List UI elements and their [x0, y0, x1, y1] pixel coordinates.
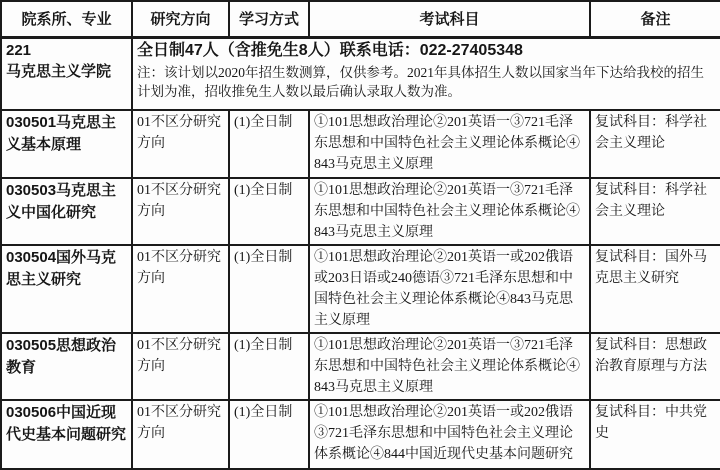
- major-cell: 030503马克思主义中国化研究: [1, 178, 132, 245]
- college-code: 221: [6, 41, 32, 59]
- direction-cell: 01不区分研究方向: [132, 400, 229, 469]
- mode-cell: (1)全日制: [229, 110, 309, 178]
- mode-cell: (1)全日制: [229, 333, 309, 400]
- direction-cell: 01不区分研究方向: [132, 333, 229, 400]
- mode-cell: (1)全日制: [229, 400, 309, 469]
- mode-cell: (1)全日制: [229, 245, 309, 333]
- header-cell-subjects: 考试科目: [309, 1, 590, 37]
- subjects-cell: ①101思想政治理论②201英语一或202俄语或203日语或240德语③721毛泽东思想和中国特色社会主义理论体系概论④843马克思主义原理: [309, 245, 590, 333]
- enrollment-note: 注：该计划以2020年招生数测算，仅供参考。2021年具体招生人数以国家当年下达给我校的招生计划为准，招收推免生人数以最后确认录取人数为准。: [137, 64, 704, 100]
- header-cell-mode: 学习方式: [229, 1, 309, 37]
- major-cell: 030505思想政治教育: [1, 333, 132, 400]
- enrollment-info: 全日制47人（含推免生8人）联系电话：022-27405348: [137, 41, 523, 59]
- remark-cell: 复试科目：科学社会主义理论: [590, 110, 720, 178]
- table-row: [1, 333, 720, 400]
- header-cell-remark: 备注: [590, 1, 720, 37]
- direction-cell: 01不区分研究方向: [132, 110, 229, 178]
- table-row: [1, 245, 720, 333]
- header-cell-department: 院系所、专业: [1, 1, 132, 37]
- direction-cell: 01不区分研究方向: [132, 245, 229, 333]
- college-info-cell: [132, 37, 720, 110]
- mode-cell: (1)全日制: [229, 178, 309, 245]
- direction-cell: 01不区分研究方向: [132, 178, 229, 245]
- header-row: [1, 1, 720, 37]
- college-name: 马克思主义学院: [6, 63, 112, 81]
- remark-cell: 复试科目：中共党史: [590, 400, 720, 469]
- major-cell: 030501马克思主义基本原理: [1, 110, 132, 178]
- college-row: [1, 37, 720, 110]
- college-cell: [1, 37, 132, 110]
- header-cell-direction: 研究方向: [132, 1, 229, 37]
- table-row: [1, 110, 720, 178]
- remark-cell: 复试科目：思想政治教育原理与方法: [590, 333, 720, 400]
- subjects-cell: ①101思想政治理论②201英语一或202俄语③721毛泽东思想和中国特色社会主义理论体系概论④844中国近现代史基本问题研究: [309, 400, 590, 469]
- remark-cell: 复试科目：国外马克思主义研究: [590, 245, 720, 333]
- table-row: [1, 400, 720, 469]
- subjects-cell: ①101思想政治理论②201英语一③721毛泽东思想和中国特色社会主义理论体系概论④843马克思主义原理: [309, 178, 590, 245]
- subjects-cell: ①101思想政治理论②201英语一③721毛泽东思想和中国特色社会主义理论体系概论④843马克思主义原理: [309, 110, 590, 178]
- table-row: [1, 178, 720, 245]
- major-cell: 030504国外马克思主义研究: [1, 245, 132, 333]
- subjects-cell: ①101思想政治理论②201英语一③721毛泽东思想和中国特色社会主义理论体系概论④843马克思主义原理: [309, 333, 590, 400]
- major-cell: 030506中国近现代史基本问题研究: [1, 400, 132, 469]
- remark-cell: 复试科目：科学社会主义理论: [590, 178, 720, 245]
